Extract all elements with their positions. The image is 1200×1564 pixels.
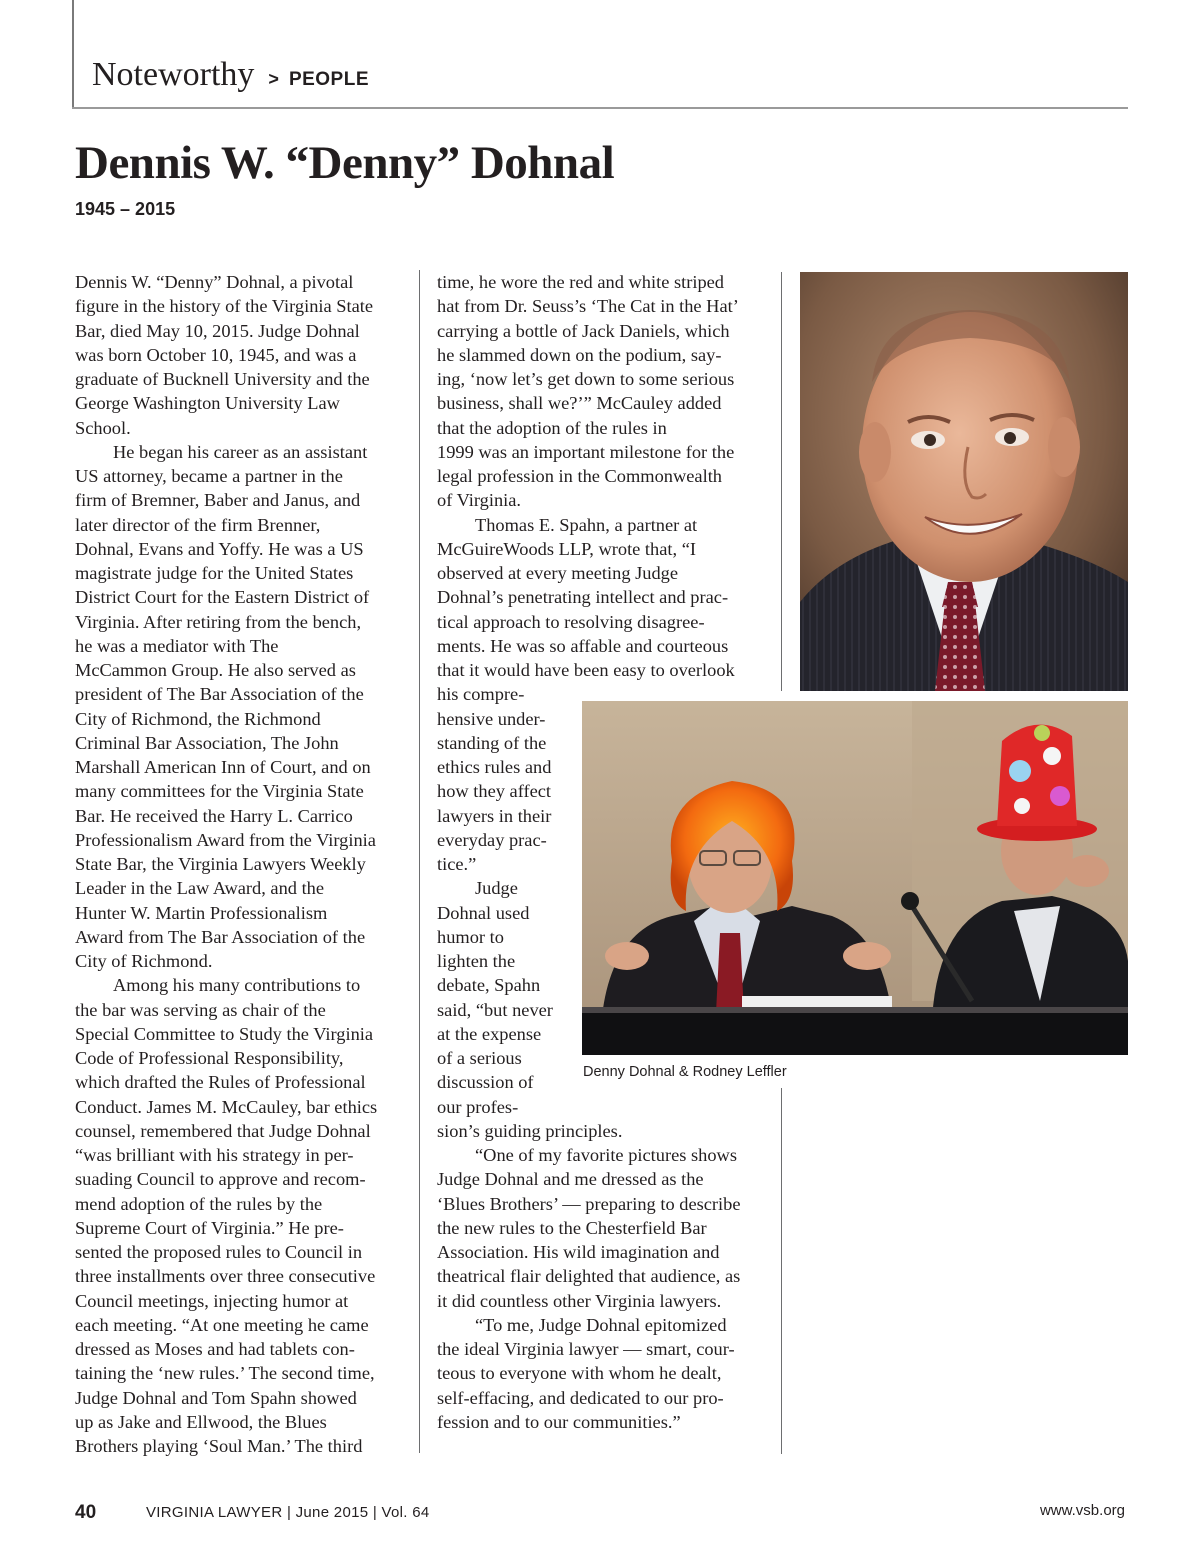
text-line: of a serious bbox=[437, 1048, 522, 1068]
website-link[interactable]: www.vsb.org bbox=[1039, 1502, 1125, 1519]
text-line: the new rules to the Chesterfield Bar bbox=[437, 1217, 707, 1238]
text-line: lighten the bbox=[437, 951, 516, 971]
photo-caption: Denny Dohnal & Rodney Leffler bbox=[583, 1064, 787, 1080]
text-line: everyday prac- bbox=[437, 829, 547, 850]
text-line: Among his many contributions to bbox=[113, 975, 361, 996]
text-line: time, he wore the red and white striped bbox=[437, 272, 725, 292]
portrait-photo bbox=[800, 272, 1128, 691]
text-line: Bar, died May 10, 2015. Judge Dohnal bbox=[75, 320, 360, 341]
text-line: three installments over three consecutive bbox=[75, 1266, 376, 1287]
text-line: State Bar, the Virginia Lawyers Weekly bbox=[75, 854, 366, 874]
text-line: taining the ‘new rules.’ The second time, bbox=[75, 1363, 375, 1384]
text-line: legal profession in the Commonwealth bbox=[437, 466, 723, 486]
text-line: the bar was serving as chair of the bbox=[75, 999, 326, 1020]
text-line: Leader in the Law Award, and the bbox=[75, 878, 325, 899]
text-line: tice.” bbox=[437, 854, 477, 874]
text-line: that the adoption of the rules in bbox=[437, 417, 667, 438]
text-line: sion’s guiding principles. bbox=[437, 1120, 623, 1141]
text-line: debate, Spahn bbox=[437, 975, 541, 996]
section-name: Noteworthy bbox=[92, 56, 255, 93]
text-line: McGuireWoods LLP, wrote that, “I bbox=[437, 538, 696, 559]
text-line: he was a mediator with The bbox=[75, 635, 279, 656]
text-line: standing of the bbox=[437, 732, 547, 753]
text-line: at the expense bbox=[437, 1023, 542, 1044]
text-line: each meeting. “At one meeting he came bbox=[75, 1314, 369, 1335]
text-line: discussion of bbox=[437, 1072, 534, 1093]
text-line: Supreme Court of Virginia.” He pre- bbox=[75, 1217, 344, 1238]
text-line: US attorney, became a partner in the bbox=[75, 466, 343, 486]
text-line: sented the proposed rules to Council in bbox=[75, 1242, 363, 1262]
text-line: ‘Blues Brothers’ — preparing to describe bbox=[437, 1193, 741, 1214]
section-header bbox=[92, 56, 369, 104]
text-line: “was brilliant with his strategy in per- bbox=[75, 1145, 354, 1165]
text-line: City of Richmond. bbox=[75, 951, 213, 971]
text-line: self-effacing, and dedicated to our pro- bbox=[437, 1387, 724, 1408]
text-line: George Washington University Law bbox=[75, 393, 340, 414]
text-line: Thomas E. Spahn, a partner at bbox=[475, 514, 698, 535]
text-line: his compre- bbox=[437, 684, 525, 705]
text-line: humor to bbox=[437, 926, 504, 947]
text-line: fession and to our communities.” bbox=[437, 1411, 681, 1432]
group-photo bbox=[582, 701, 1128, 1055]
column-divider-2-lower bbox=[781, 1088, 782, 1454]
text-line: how they affect bbox=[437, 781, 552, 802]
text-line: “To me, Judge Dohnal epitomized bbox=[475, 1314, 727, 1335]
text-line: suading Council to approve and recom- bbox=[75, 1169, 366, 1190]
text-line: later director of the firm Brenner, bbox=[75, 514, 321, 535]
text-line: “One of my favorite pictures shows bbox=[475, 1145, 737, 1165]
text-line: Virginia. After retiring from the bench, bbox=[75, 611, 362, 632]
section-separator: > bbox=[268, 69, 279, 89]
text-line: Judge Dohnal and me dressed as the bbox=[437, 1169, 704, 1190]
life-dates: 1945 – 2015 bbox=[75, 199, 176, 219]
text-line: hensive under- bbox=[437, 708, 546, 729]
text-line: up as Jake and Ellwood, the Blues bbox=[75, 1411, 327, 1432]
text-line: many committees for the Virginia State bbox=[75, 781, 364, 802]
text-line: president of The Bar Association of the bbox=[75, 684, 364, 705]
text-line: it did countless other Virginia lawyers. bbox=[437, 1290, 722, 1311]
text-line: carrying a bottle of Jack Daniels, which bbox=[437, 320, 730, 341]
text-line: ing, ‘now let’s get down to some serious bbox=[437, 369, 735, 389]
text-line: ethics rules and bbox=[437, 757, 552, 777]
text-line: McCammon Group. He also served as bbox=[75, 660, 356, 680]
column-divider-2-upper bbox=[781, 272, 782, 691]
text-line: Council meetings, injecting humor at bbox=[75, 1290, 349, 1311]
text-line: Dohnal used bbox=[437, 902, 530, 923]
text-line: Conduct. James M. McCauley, bar ethics bbox=[75, 1096, 378, 1117]
group-image bbox=[582, 701, 1128, 1055]
text-line: observed at every meeting Judge bbox=[437, 563, 679, 583]
text-line: hat from Dr. Seuss’s ‘The Cat in the Hat’ bbox=[437, 296, 739, 317]
text-line: Marshall American Inn of Court, and on bbox=[75, 757, 371, 777]
text-line: mend adoption of the rules by the bbox=[75, 1193, 323, 1214]
text-line: figure in the history of the Virginia State bbox=[75, 296, 374, 317]
text-line: Dohnal’s penetrating intellect and prac- bbox=[437, 587, 729, 608]
text-line: District Court for the Eastern District of bbox=[75, 587, 370, 608]
article-column-1 bbox=[75, 270, 410, 1458]
text-line: Award from The Bar Association of the bbox=[75, 926, 366, 947]
text-line: counsel, remembered that Judge Dohnal bbox=[75, 1120, 371, 1141]
text-line: said, “but never bbox=[437, 999, 553, 1020]
text-line: Professionalism Award from the Virginia bbox=[75, 829, 376, 850]
text-line: was born October 10, 1945, and was a bbox=[75, 344, 357, 365]
page-footer bbox=[0, 1502, 1200, 1526]
text-line: our profes- bbox=[437, 1096, 519, 1117]
text-line: He began his career as an assistant bbox=[113, 441, 368, 462]
text-line: School. bbox=[75, 417, 131, 438]
text-line: Dohnal, Evans and Yoffy. He was a US bbox=[75, 538, 364, 559]
article-title: Dennis W. “Denny” Dohnal bbox=[75, 137, 615, 189]
section-subsection: PEOPLE bbox=[288, 69, 370, 90]
text-line: of Virginia. bbox=[437, 490, 522, 511]
text-line: graduate of Bucknell University and the bbox=[75, 369, 370, 389]
text-line: he slammed down on the podium, say- bbox=[437, 344, 722, 365]
page-number: 40 bbox=[75, 1502, 97, 1523]
text-line: ments. He was so affable and courteous bbox=[437, 635, 729, 656]
text-line: Dennis W. “Denny” Dohnal, a pivotal bbox=[75, 272, 354, 292]
publication-info: VIRGINIA LAWYER | June 2015 | Vol. 64 bbox=[146, 1504, 430, 1521]
text-line: that it would have been easy to overlook bbox=[437, 660, 735, 680]
text-line: Code of Professional Responsibility, bbox=[75, 1048, 344, 1068]
text-line: which drafted the Rules of Professional bbox=[75, 1072, 366, 1093]
text-line: Judge Dohnal and Tom Spahn showed bbox=[75, 1387, 357, 1408]
text-line: 1999 was an important milestone for the bbox=[437, 441, 735, 462]
text-line: Bar. He received the Harry L. Carrico bbox=[75, 805, 353, 826]
text-line: firm of Bremner, Baber and Janus, and bbox=[75, 490, 361, 511]
header-vertical-rule bbox=[72, 0, 74, 108]
text-line: lawyers in their bbox=[437, 805, 552, 826]
text-line: teous to everyone with whom he dealt, bbox=[437, 1363, 722, 1384]
text-line: Hunter W. Martin Professionalism bbox=[75, 902, 328, 923]
text-line: tical approach to resolving disagree- bbox=[437, 611, 705, 632]
portrait-image bbox=[800, 272, 1128, 691]
text-line: Brothers playing ‘Soul Man.’ The third bbox=[75, 1436, 363, 1456]
text-line: Association. His wild imagination and bbox=[437, 1242, 720, 1262]
text-line: magistrate judge for the United States bbox=[75, 563, 354, 583]
text-line: business, shall we?’” McCauley added bbox=[437, 393, 722, 414]
text-line: the ideal Virginia lawyer — smart, cour- bbox=[437, 1339, 735, 1359]
text-line: City of Richmond, the Richmond bbox=[75, 708, 321, 729]
text-line: theatrical flair delighted that audience, as bbox=[437, 1266, 741, 1287]
text-line: Special Committee to Study the Virginia bbox=[75, 1023, 374, 1044]
text-line: Criminal Bar Association, The John bbox=[75, 732, 339, 753]
header-horizontal-rule bbox=[72, 107, 1128, 109]
column-divider-1 bbox=[419, 270, 420, 1453]
text-line: dressed as Moses and had tablets con- bbox=[75, 1339, 355, 1359]
text-line: Judge bbox=[475, 878, 518, 899]
